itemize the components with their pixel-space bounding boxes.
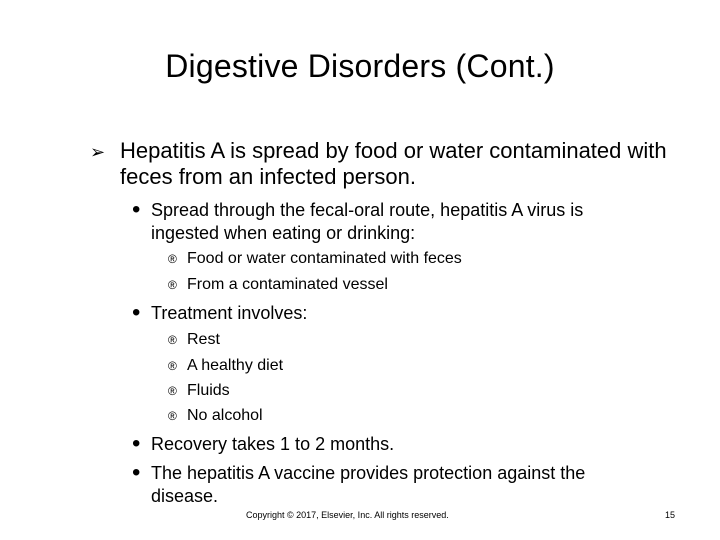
sub-sub-point-text: Rest — [187, 331, 220, 348]
copyright-footer: Copyright © 2017, Elsevier, Inc. All rights reserved. — [246, 510, 449, 520]
registered-bullet-icon: ® — [168, 384, 177, 398]
registered-bullet-icon: ® — [168, 409, 177, 423]
dot-bullet-icon: • — [132, 299, 141, 326]
sub-sub-point — [168, 406, 263, 426]
sub-sub-point-text: No alcohol — [187, 407, 263, 424]
sub-sub-point — [168, 356, 284, 376]
sub-sub-point — [168, 275, 388, 295]
page-number: 15 — [665, 510, 676, 520]
sub-sub-point — [168, 249, 462, 269]
sub-point — [132, 299, 651, 326]
main-bullet-text: Hepatitis A is spread by food or water contaminated with feces from an infected person. — [120, 138, 667, 189]
registered-bullet-icon: ® — [168, 278, 177, 292]
registered-bullet-icon: ® — [168, 359, 177, 373]
sub-point — [132, 430, 651, 457]
sub-point-text: Recovery takes 1 to 2 months. — [151, 434, 395, 454]
sub-sub-point-text: A healthy diet — [187, 357, 284, 374]
dot-bullet-icon: • — [132, 459, 141, 486]
sub-point — [132, 459, 651, 508]
registered-bullet-icon: ® — [168, 252, 177, 266]
registered-bullet-icon: ® — [168, 333, 177, 347]
sub-point-text: The hepatitis A vaccine provides protection against the disease. — [151, 463, 586, 506]
arrow-bullet-icon: ➢ — [90, 142, 106, 162]
dot-bullet-icon: • — [132, 430, 141, 457]
sub-point-text: Treatment involves: — [151, 303, 308, 323]
sub-point — [132, 196, 651, 245]
sub-sub-point-text: Fluids — [187, 382, 230, 399]
sub-sub-point — [168, 330, 220, 350]
sub-sub-point-text: From a contaminated vessel — [187, 276, 388, 293]
sub-sub-point — [168, 381, 230, 401]
dot-bullet-icon: • — [132, 196, 141, 223]
sub-point-text: Spread through the fecal-oral route, hepatitis A virus is ingested when eating or drinking: — [151, 200, 584, 243]
slide-title: Digestive Disorders (Cont.) — [165, 48, 555, 84]
sub-sub-point-text: Food or water contaminated with feces — [187, 250, 462, 267]
